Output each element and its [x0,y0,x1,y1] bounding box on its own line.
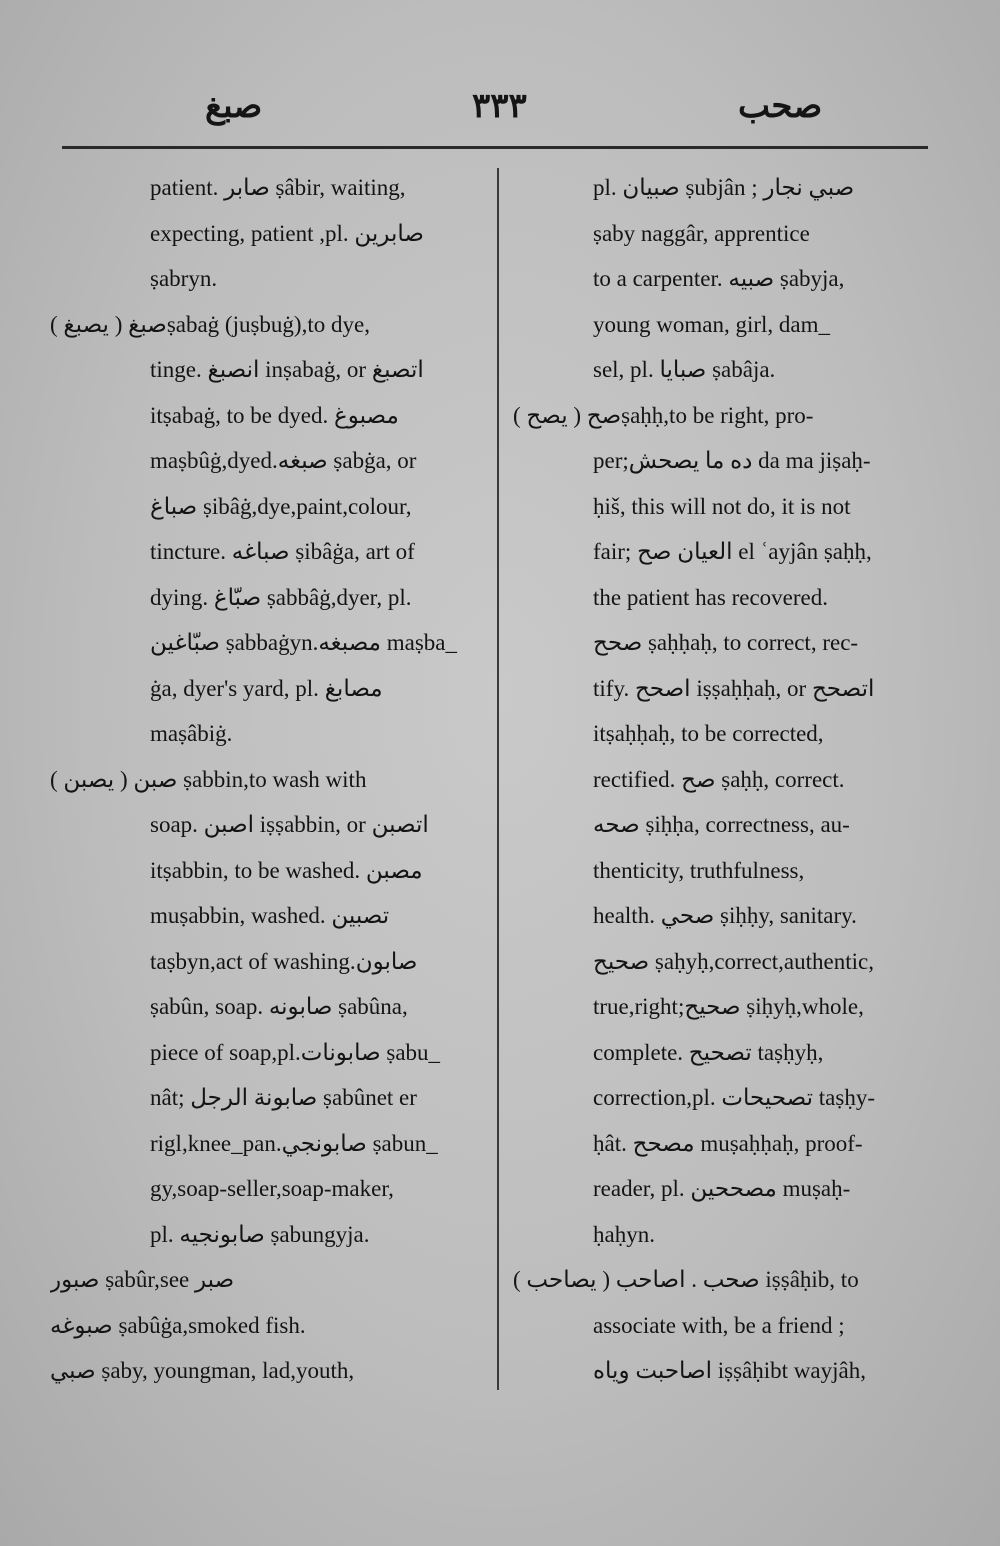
entry-line: nât; صابونة الرجل ṣabûnet er [150,1085,417,1110]
entry-line: complete. تصحيح taṣḥyḥ, [593,1039,824,1065]
entry-line: dying. صبّاغ ṣabbâġ,dyer, pl. [150,584,412,610]
entry-line: tincture. صباغه ṣibâġa, art of [150,539,415,564]
entry-line: صبّاغين ṣabbaġyn.مصبغه maṣba_ [150,630,457,655]
entry-line: correction,pl. تصحيحات taṣḥy- [593,1085,875,1110]
entry-line: pl. صبيان ṣubjân ; صبي نجار [593,175,855,200]
entry-line: صباغ ṣibâġ,dye,paint,colour, [150,493,412,519]
entry-line: ṣabryn. [150,266,218,291]
entry-line: itṣaḥḥaḥ, to be corrected, [593,721,824,746]
entry-line: gy,soap-seller,soap-maker, [150,1176,394,1201]
entry-line: rigl,knee_pan.صابونجي ṣabun_ [150,1130,438,1156]
entry-line: صحيح ṣaḥyḥ,correct,authentic, [593,948,874,974]
entry-line: true,right;صحيح ṣiḥyḥ,whole, [593,994,864,1019]
entry-line: piece of soap,pl.صابونات ṣabu_ [150,1039,441,1065]
entry-line: to a carpenter. صبيه ṣabyja, [593,266,845,291]
entry-line: صحه ṣiḥḥa, correctness, au- [593,812,850,837]
entry-line: ḥaḥyn. [593,1221,655,1247]
entry-line: pl. صابونجيه ṣabungyja. [150,1221,370,1247]
entry-line: itṣabbin, to be washed. مصبن [150,857,423,883]
entry-line: ḥât. مصحح muṣaḥḥaḥ, proof- [593,1130,863,1156]
entry-line: tify. اصحح iṣṣaḥḥaḥ, or اتصحح [593,675,875,701]
entry-line: صح ( يصح )ṣaḥḥ,to be right, pro- [513,402,814,428]
entry-line: ṣabûn, soap. صابونه ṣabûna, [150,994,408,1019]
entry-line: health. صحي ṣiḥḥy, sanitary. [593,903,857,928]
left-column [50,165,500,1394]
entry-line: expecting, patient ,pl. صابرين [150,220,424,246]
entry-line: اصاحبت وياه iṣṣâḥibt wayjâh, [593,1358,866,1383]
entry-line: associate with, be a friend ; [593,1312,845,1338]
header-left-word: صبغ [205,86,263,126]
entry-line: patient. صابر ṣâbir, waiting, [150,175,406,200]
entry-line: thenticity, truthfulness, [593,857,805,883]
entry-line: ṣaby naggâr, apprentice [593,220,810,246]
entry-line: muṣabbin, washed. تصبين [150,903,390,928]
entry-line: ḥiš, this will not do, it is not [593,493,851,519]
entry-line: صبور ṣabûr,see صبر [50,1267,235,1292]
entry-line: صبي ṣaby, youngman, lad,youth, [50,1358,355,1383]
entry-line: rectified. صح ṣaḥḥ, correct. [593,766,845,792]
entry-line: taṣbyn,act of washing.صابون [150,948,418,974]
entry-line: tinge. انصبغ inṣabaġ, or اتصبغ [150,357,424,382]
entry-line: maṣâbiġ. [150,721,233,746]
entry-line: sel, pl. صبايا ṣabâja. [593,357,776,382]
right-column [513,165,935,1394]
entry-line: صبوغه ṣabûġa,smoked fish. [50,1312,306,1338]
entry-line: صحح ṣaḥḥaḥ, to correct, rec- [593,630,859,655]
header-right-word: صحب [738,86,823,126]
entry-line: fair; العيان صح el ʿayjân ṣaḥḥ, [593,539,872,564]
entry-line: reader, pl. مصححين muṣaḥ- [593,1176,851,1201]
entry-line: per;ده ما يصحش da ma jiṣaḥ- [593,448,871,473]
entry-line: maṣbûġ,dyed.صبغه ṣabġa, or [150,448,417,473]
header-rule [62,146,928,149]
entry-line: صحب . اصاحب ( يصاحب ) iṣṣâḥib, to [513,1267,859,1292]
entry-line: صبغ ( يصبغ )ṣabaġ (juṣbuġ),to dye, [50,311,370,337]
entry-line: young woman, girl, dam_ [593,311,830,337]
entry-line: صبن ( يصبن ) ṣabbin,to wash with [50,766,367,792]
entry-line: itṣabaġ, to be dyed. مصبوغ [150,402,399,428]
entry-line: soap. اصبن iṣṣabbin, or اتصبن [150,812,429,837]
entry-line: ġa, dyer's yard, pl. مصابغ [150,675,383,701]
page-number: ٣٣٣ [472,86,527,126]
entry-line: the patient has recovered. [593,584,828,610]
